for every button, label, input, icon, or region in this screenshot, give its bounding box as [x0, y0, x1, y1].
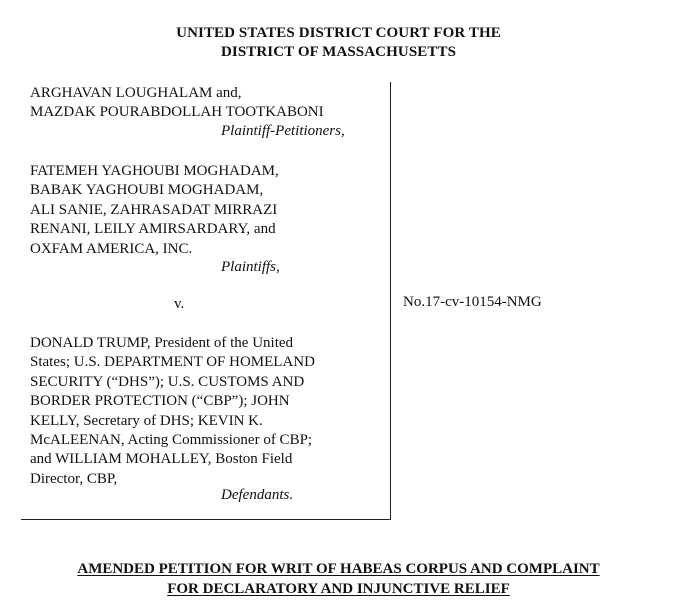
plaintiffs-role-label: Plaintiffs, — [221, 259, 280, 275]
defendant-line-2: States; U.S. DEPARTMENT OF HOMELAND — [30, 354, 315, 371]
case-number: No.17-cv-10154-NMG — [403, 294, 542, 310]
defendant-line-7: and WILLIAM MOHALLEY, Boston Field — [30, 451, 293, 468]
plaintiff-line-3: ALI SANIE, ZAHRASADAT MIRRAZI — [30, 201, 278, 218]
defendant-line-6: McALEENAN, Acting Commissioner of CBP; — [30, 432, 313, 449]
petitioners-role-label: Plaintiff-Petitioners, — [221, 123, 345, 139]
plaintiff-line-2: BABAK YAGHOUBI MOGHADAM, — [30, 182, 264, 199]
defendant-line-4: BORDER PROTECTION (“CBP”); JOHN — [30, 393, 290, 410]
document-title-line-2: FOR DECLARATORY AND INJUNCTIVE RELIEF — [167, 581, 510, 597]
defendants-role-label: Defendants. — [221, 487, 294, 503]
document-title — [0, 559, 677, 599]
petitioner-line-1: ARGHAVAN LOUGHALAM and, — [30, 85, 242, 101]
document-title-line-1: AMENDED PETITION FOR WRIT OF HABEAS CORPUS AND COMPLAINT — [77, 561, 600, 577]
plaintiff-line-4: RENANI, LEILY AMIRSARDARY, and — [30, 221, 276, 238]
defendant-line-3: SECURITY (“DHS”); U.S. CUSTOMS AND — [30, 373, 305, 390]
petitioner-line-2: MAZDAK POURABDOLLAH TOOTKABONI — [30, 104, 324, 121]
defendant-line-5: KELLY, Secretary of DHS; KEVIN K. — [30, 412, 263, 429]
plaintiff-line-5: OXFAM AMERICA, INC. — [30, 240, 193, 257]
defendant-line-8: Director, CBP, — [30, 470, 118, 487]
versus-label: v. — [174, 296, 185, 312]
defendants-block — [30, 334, 315, 489]
court-header — [0, 24, 677, 62]
court-header-line-1: UNITED STATES DISTRICT COURT FOR THE — [176, 25, 501, 41]
plaintiff-line-1: FATEMEH YAGHOUBI MOGHADAM, — [30, 163, 279, 179]
petitioners-block — [30, 84, 324, 123]
defendant-line-1: DONALD TRUMP, President of the United — [30, 335, 294, 351]
court-header-line-2: DISTRICT OF MASSACHUSETTS — [220, 44, 457, 60]
case-caption-box — [21, 82, 391, 520]
plaintiffs-block — [30, 162, 279, 259]
